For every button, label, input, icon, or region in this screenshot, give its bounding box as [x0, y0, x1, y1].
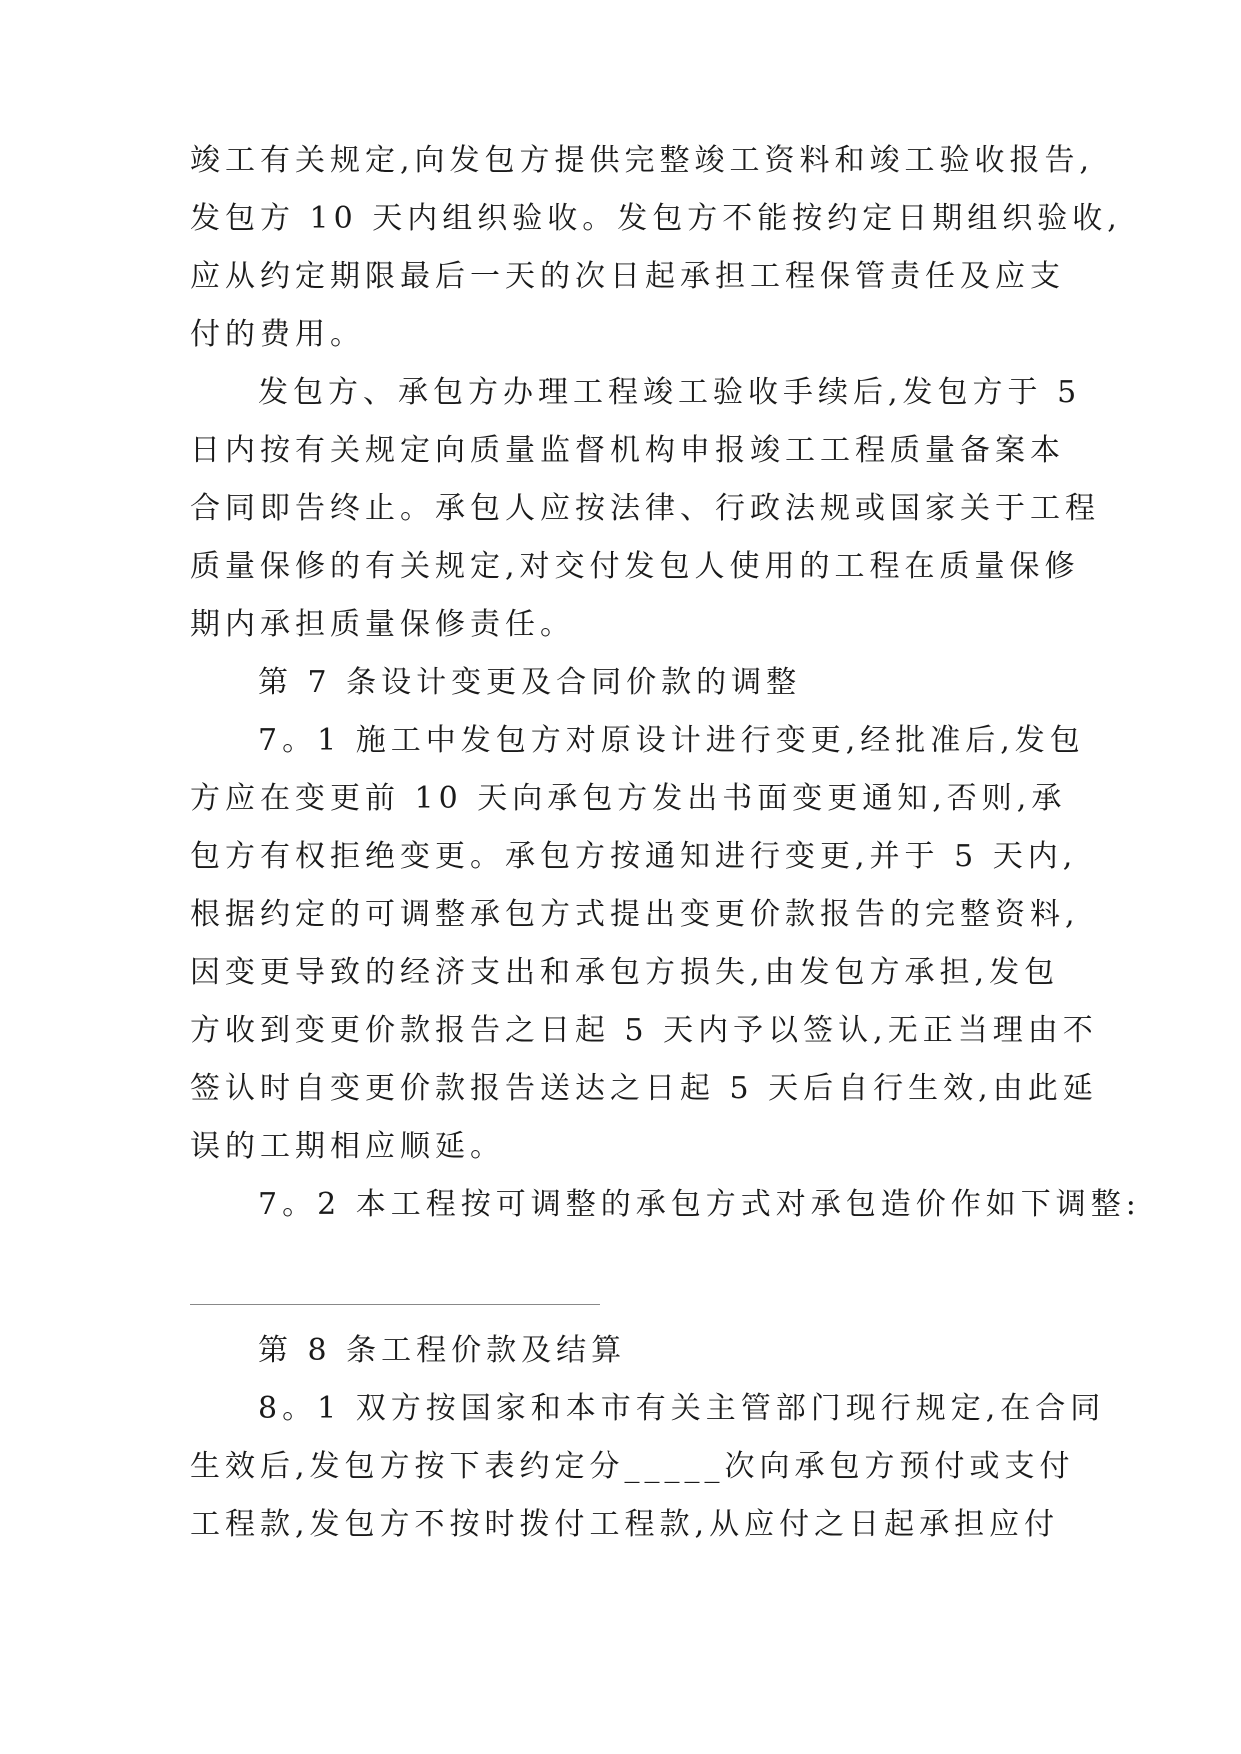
text-line: 质量保修的有关规定,对交付发包人使用的工程在质量保修 [190, 549, 1080, 584]
text-block-upper [190, 132, 1141, 1234]
text-line: 方应在变更前 10 天向承包方发出书面变更通知,否则,承 [190, 781, 1067, 816]
text-line: 误的工期相应顺延。 [190, 1129, 505, 1164]
text-line: 工程款,发包方不按时拨付工程款,从应付之日起承担应付 [190, 1507, 1060, 1542]
text-line: 因变更导致的经济支出和承包方损失,由发包方承担,发包 [190, 955, 1060, 990]
text-line: 日内按有关规定向质量监督机构申报竣工工程质量备案本 [190, 433, 1065, 468]
text-line: 生效后,发包方按下表约定分_____次向承包方预付或支付 [190, 1449, 1075, 1484]
text-line: 方收到变更价款报告之日起 5 天内予以签认,无正当理由不 [190, 1013, 1098, 1048]
paragraph-first-line: 7。2 本工程按可调整的承包方式对承包造价作如下调整: [258, 1187, 1141, 1222]
paragraph-first-line: 发包方、承包方办理工程竣工验收手续后,发包方于 5 [258, 375, 1082, 410]
text-line: 根据约定的可调整承包方式提出变更价款报告的完整资料, [190, 897, 1080, 932]
separator-line [190, 1304, 600, 1305]
text-line: 期内承担质量保修责任。 [190, 607, 575, 642]
article-7-heading: 第 7 条设计变更及合同价款的调整 [258, 665, 802, 700]
paragraph-first-line: 8。1 双方按国家和本市有关主管部门现行规定,在合同 [258, 1391, 1106, 1426]
text-line: 竣工有关规定,向发包方提供完整竣工资料和竣工验收报告, [190, 143, 1095, 178]
paragraph-first-line: 7。1 施工中发包方对原设计进行变更,经批准后,发包 [258, 723, 1085, 758]
text-line: 包方有权拒绝变更。承包方按通知进行变更,并于 5 天内, [190, 839, 1078, 874]
text-line: 签认时自变更价款报告送达之日起 5 天后自行生效,由此延 [190, 1071, 1098, 1106]
text-line: 付的费用。 [190, 317, 365, 352]
text-line: 发包方 10 天内组织验收。发包方不能按约定日期组织验收, [190, 201, 1122, 236]
text-line: 应从约定期限最后一天的次日起承担工程保管责任及应支 [190, 259, 1065, 294]
text-block-lower [190, 1322, 1106, 1554]
article-8-heading: 第 8 条工程价款及结算 [258, 1333, 627, 1368]
text-line: 合同即告终止。承包人应按法律、行政法规或国家关于工程 [190, 491, 1100, 526]
